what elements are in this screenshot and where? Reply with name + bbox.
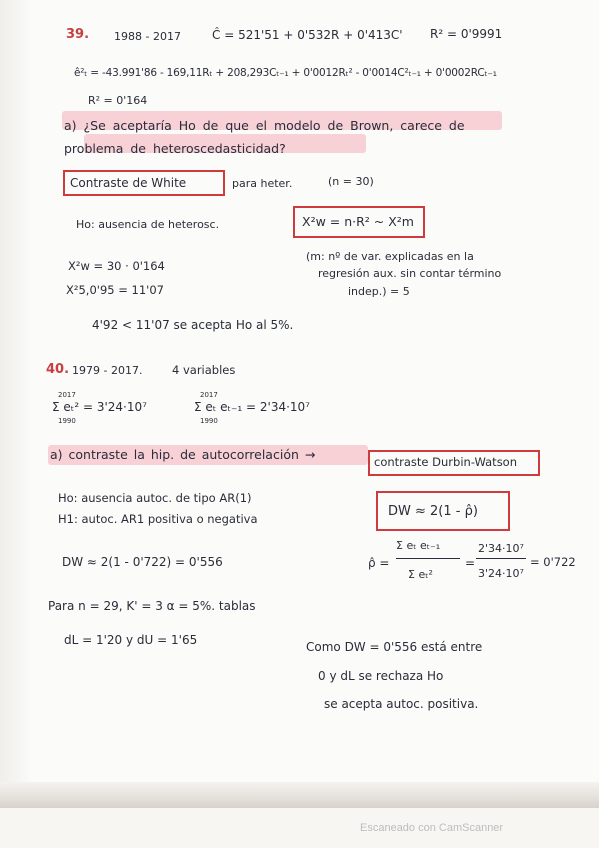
problem-39-period: 1988 - 2017: [114, 30, 181, 43]
rho-result: = 0'722: [530, 555, 576, 569]
aux-regression-r2: R² = 0'164: [88, 94, 148, 107]
m-note-line-1: (m: nº de var. explicadas en la: [306, 250, 474, 263]
white-formula: X²w = n·R² ~ X²m: [302, 214, 414, 229]
rho-fraction-bar: [396, 558, 460, 559]
page-bottom-edge: [0, 782, 599, 808]
rho-numerator: Σ eₜ eₜ₋₁: [396, 539, 441, 552]
problem-40-number: 40.: [46, 362, 70, 377]
rho-value-fraction-bar: [476, 558, 526, 559]
problem-40-question: a) contraste la hip. de autocorrelación →: [50, 447, 316, 462]
rho-denominator-value: 3'24·10⁷: [478, 567, 524, 580]
dw-conclusion-line-2: 0 y dL se rechaza Ho: [318, 669, 444, 683]
durbin-watson-label: contraste Durbin-Watson: [374, 455, 518, 469]
white-test-label: Contraste de White: [70, 176, 187, 190]
camscanner-watermark: Escaneado con CamScanner: [360, 822, 504, 834]
dw-null-hypothesis: Ho: ausencia autoc. de tipo AR(1): [58, 491, 252, 505]
sum-residuals-squared: Σ eₜ² = 3'24·10⁷: [52, 400, 147, 414]
rho-label: ρ̂ =: [368, 556, 390, 570]
sum-residuals-cross: Σ eₜ eₜ₋₁ = 2'34·10⁷: [194, 400, 310, 414]
m-note-line-2: regresión aux. sin contar término: [318, 267, 502, 280]
rho-equals: =: [465, 556, 476, 570]
white-conclusion: 4'92 < 11'07 se acepta Ho al 5%.: [92, 318, 294, 332]
white-null-hypothesis: Ho: ausencia de heterosc.: [76, 218, 220, 231]
rho-numerator-value: 2'34·10⁷: [478, 542, 524, 555]
dw-conclusion-line-3: se acepta autoc. positiva.: [324, 697, 479, 711]
problem-40-period: 1979 - 2017.: [72, 364, 143, 377]
chi-square-critical: X²5,0'95 = 11'07: [66, 283, 164, 297]
problem-39-question: a) ¿Se aceptaría Ho de que el modelo de Brown, carece de problema de heteroscedasticidad?: [64, 118, 465, 156]
page-left-edge: [0, 0, 30, 805]
white-test-purpose: para heter.: [232, 177, 293, 190]
dw-critical-bounds: dL = 1'20 y dU = 1'65: [64, 633, 198, 647]
aux-regression-equation: ê²ₜ = -43.991'86 - 169,11Rₜ + 208,293Cₜ₋₁ + 0'0012Rₜ² - 0'0014C²ₜ₋₁ + 0'0002RCₜ₋₁: [74, 67, 497, 79]
problem-40-variables: 4 variables: [172, 363, 236, 377]
sum2-upper-limit: 2017: [200, 391, 218, 399]
sample-size-note: (n = 30): [328, 175, 374, 188]
sum2-lower-limit: 1990: [200, 417, 218, 425]
problem-39-r2: R² = 0'9991: [430, 27, 503, 41]
dw-calculation: DW ≈ 2(1 - 0'722) = 0'556: [62, 555, 223, 569]
dw-table-parameters: Para n = 29, K' = 3 α = 5%. tablas: [48, 599, 256, 613]
dw-conclusion-line-1: Como DW = 0'556 está entre: [306, 640, 483, 654]
dw-alt-hypothesis: H1: autoc. AR1 positiva o negativa: [58, 512, 258, 526]
white-statistic-calc: X²w = 30 · 0'164: [68, 259, 165, 273]
m-note-line-3: indep.) = 5: [348, 285, 410, 298]
problem-39-model: Ĉ = 521'51 + 0'532R + 0'413C': [212, 28, 403, 42]
rho-denominator: Σ eₜ²: [408, 568, 433, 581]
sum1-upper-limit: 2017: [58, 391, 76, 399]
sum1-lower-limit: 1990: [58, 417, 76, 425]
dw-formula: DW ≈ 2(1 - ρ̂): [388, 504, 478, 519]
problem-39-number: 39.: [66, 27, 90, 42]
